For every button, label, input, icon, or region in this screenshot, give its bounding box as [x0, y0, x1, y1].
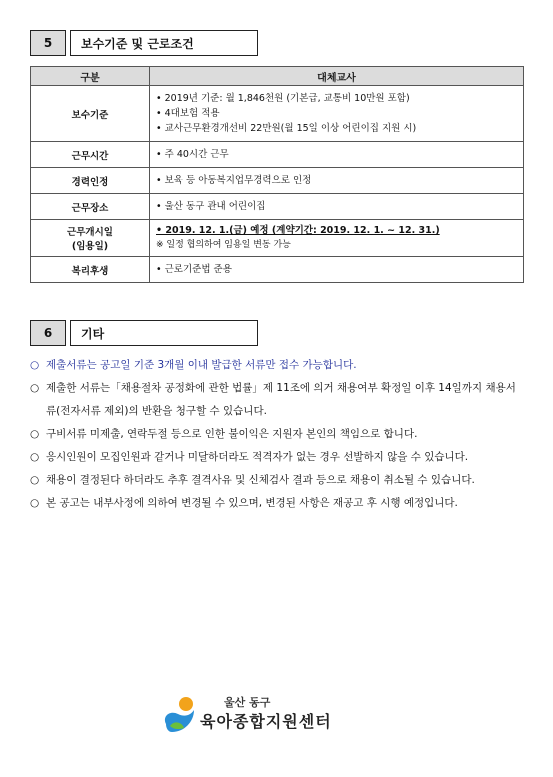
row-label: 보수기준 — [31, 86, 150, 142]
row-label: 근무장소 — [31, 194, 150, 220]
row-content — [150, 194, 524, 220]
circle-bullet: ○ — [30, 428, 40, 440]
circle-bullet: ○ — [30, 382, 40, 394]
row-label — [31, 220, 150, 257]
section-6-number: 6 — [30, 320, 66, 346]
list-item — [30, 377, 525, 423]
list-item — [30, 423, 525, 446]
table-row — [31, 168, 524, 194]
row-content — [150, 220, 524, 257]
content-line: • 4대보험 적용 — [156, 108, 220, 119]
circle-bullet: ○ — [30, 474, 40, 486]
list-item — [30, 354, 525, 377]
logo-subtitle: 울산 동구 — [224, 696, 271, 709]
table-row — [31, 257, 524, 283]
header-category: 구분 — [31, 67, 150, 86]
logo-title: 육아종합지원센터 — [200, 712, 332, 731]
note-line: ※ 일정 협의하여 임용일 변동 가능 — [156, 240, 291, 250]
table-header-row — [31, 67, 524, 86]
note-text: 제출서류는 공고일 기준 3개월 이내 발급한 서류만 접수 가능합니다. — [46, 359, 357, 371]
row-content — [150, 168, 524, 194]
content-line: • 울산 동구 관내 어린이집 — [156, 201, 266, 212]
row-label-line: 근무개시일 — [67, 227, 113, 238]
center-logo — [160, 690, 390, 740]
note-text: 채용이 결정된다 하더라도 추후 결격사유 및 신체검사 결과 등으로 채용이 취소될 수 있습니다. — [46, 474, 475, 486]
row-label-line: (임용일) — [71, 241, 109, 252]
header-substitute-teacher: 대체교사 — [150, 67, 524, 86]
content-line: • 근로기준법 준용 — [156, 264, 232, 275]
section-6-title: 기타 — [70, 320, 258, 346]
circle-bullet: ○ — [30, 497, 40, 509]
row-content — [150, 142, 524, 168]
row-label: 근무시간 — [31, 142, 150, 168]
note-text: 응시인원이 모집인원과 같거나 미달하더라도 적격자가 없는 경우 선발하지 않을 수 있습니다. — [46, 451, 469, 463]
list-item — [30, 446, 525, 469]
row-content — [150, 257, 524, 283]
circle-bullet: ○ — [30, 359, 40, 371]
circle-bullet: ○ — [30, 451, 40, 463]
list-item — [30, 469, 525, 492]
table-row — [31, 194, 524, 220]
conditions-table — [30, 66, 524, 283]
section-5-number: 5 — [30, 30, 66, 56]
note-text: 구비서류 미제출, 연락두절 등으로 인한 불이익은 지원자 본인의 책임으로 합니다. — [46, 428, 418, 440]
list-item — [30, 492, 525, 515]
content-line: • 주 40시간 근무 — [156, 149, 229, 160]
content-line: • 보육 등 아동복지업무경력으로 인정 — [156, 175, 312, 186]
note-text: 제출한 서류는「채용절차 공정화에 관한 법률」제 11조에 의거 채용여부 확정일 이후 14일까지 채용서류(전자서류 제외)의 반환을 청구할 수 있습니다. — [46, 382, 516, 417]
content-line: • 2019년 기준: 월 1,846천원 (기본급, 교통비 10만원 포함) — [156, 93, 410, 104]
content-line: • 교사근무환경개선비 22만원(월 15일 이상 어린이집 지원 시) — [156, 123, 417, 134]
table-row — [31, 220, 524, 257]
table-row — [31, 142, 524, 168]
table-row — [31, 86, 524, 142]
row-label: 경력인정 — [31, 168, 150, 194]
row-content — [150, 86, 524, 142]
notes-list — [30, 354, 525, 515]
row-label: 복리후생 — [31, 257, 150, 283]
section-6-header — [30, 320, 258, 346]
section-5-header — [30, 30, 258, 56]
logo-mark-icon — [160, 694, 200, 738]
note-text: 본 공고는 내부사정에 의하여 변경될 수 있으며, 변경된 사항은 재공고 후 시행 예정입니다. — [46, 497, 458, 509]
section-5-title: 보수기준 및 근로조건 — [70, 30, 258, 56]
start-date-line: • 2019. 12. 1.(금) 예정 (계약기간: 2019. 12. 1. ~ 12. 31.) — [156, 225, 440, 236]
